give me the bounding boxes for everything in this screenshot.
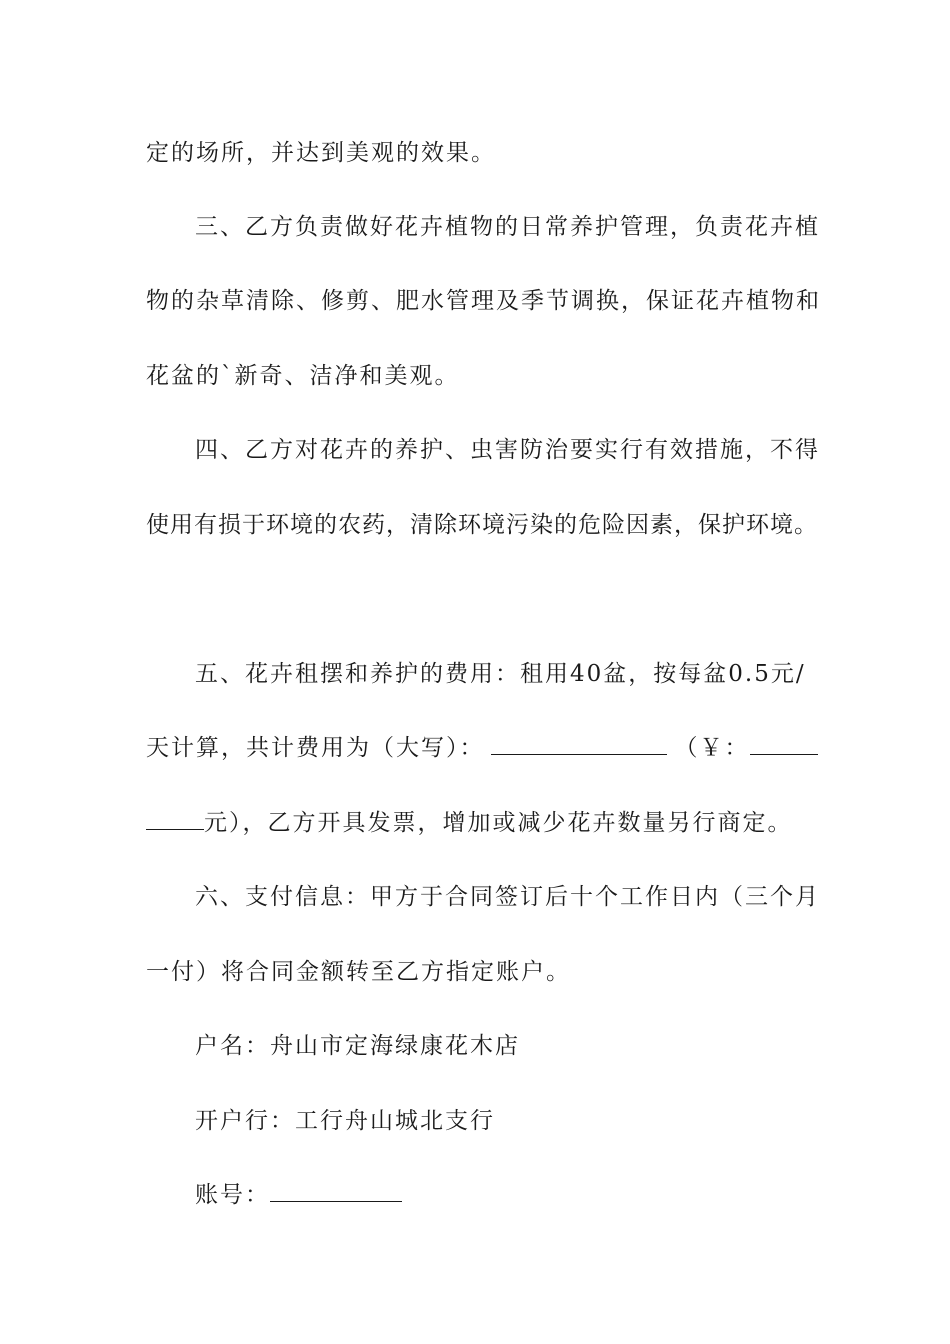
line-text: 户名：舟山市定海绿康花木店 xyxy=(195,1033,520,1059)
line-text: 定的场所，并达到美观的效果。 xyxy=(146,140,496,166)
line-text: 六、支付信息：甲方于合同签订后十个工作日内（三个月 xyxy=(195,884,820,910)
paragraph-line xyxy=(146,361,460,391)
paragraph-line xyxy=(195,435,820,465)
bank-line xyxy=(195,1106,495,1136)
account-number-blank xyxy=(270,1181,402,1202)
line-text: 账号： xyxy=(195,1182,270,1208)
line-text: 使用有损于环境的农药，清除环境污染的危险因素，保护环境。 xyxy=(146,512,818,538)
paragraph-line xyxy=(146,286,821,316)
line-text: 四、乙方对花卉的养护、虫害防治要实行有效措施，不得 xyxy=(195,437,820,463)
amount-words-blank xyxy=(491,734,667,755)
line-text: 开户行：工行舟山城北支行 xyxy=(195,1108,495,1134)
paragraph-line xyxy=(146,510,818,540)
line-text: 元），乙方开具发票，增加或减少花卉数量另行商定。 xyxy=(204,810,793,836)
paragraph-line xyxy=(146,733,818,763)
line-text: 物的杂草清除、修剪、肥水管理及季节调换，保证花卉植物和 xyxy=(146,288,821,314)
line-text: 五、花卉租摆和养护的费用：租用40盆，按每盆0.5元/ xyxy=(195,661,806,687)
line-text: 花盆的`新奇、洁净和美观。 xyxy=(146,363,460,389)
paragraph-line xyxy=(146,808,793,838)
amount-number-blank-end xyxy=(146,809,204,830)
account-number-line xyxy=(195,1180,402,1210)
line-text: 三、乙方负责做好花卉植物的日常养护管理，负责花卉植 xyxy=(195,214,820,240)
paragraph-line xyxy=(195,659,806,689)
paragraph-line xyxy=(195,212,820,242)
account-name-line xyxy=(195,1031,520,1061)
paragraph-line xyxy=(195,882,820,912)
paragraph-line xyxy=(146,957,571,987)
line-text: （￥： xyxy=(674,735,750,761)
line-text: 天计算，共计费用为（大写）： xyxy=(146,735,485,761)
amount-number-blank-start xyxy=(750,734,818,755)
line-text: 一付）将合同金额转至乙方指定账户。 xyxy=(146,959,571,985)
paragraph-line xyxy=(146,138,496,168)
